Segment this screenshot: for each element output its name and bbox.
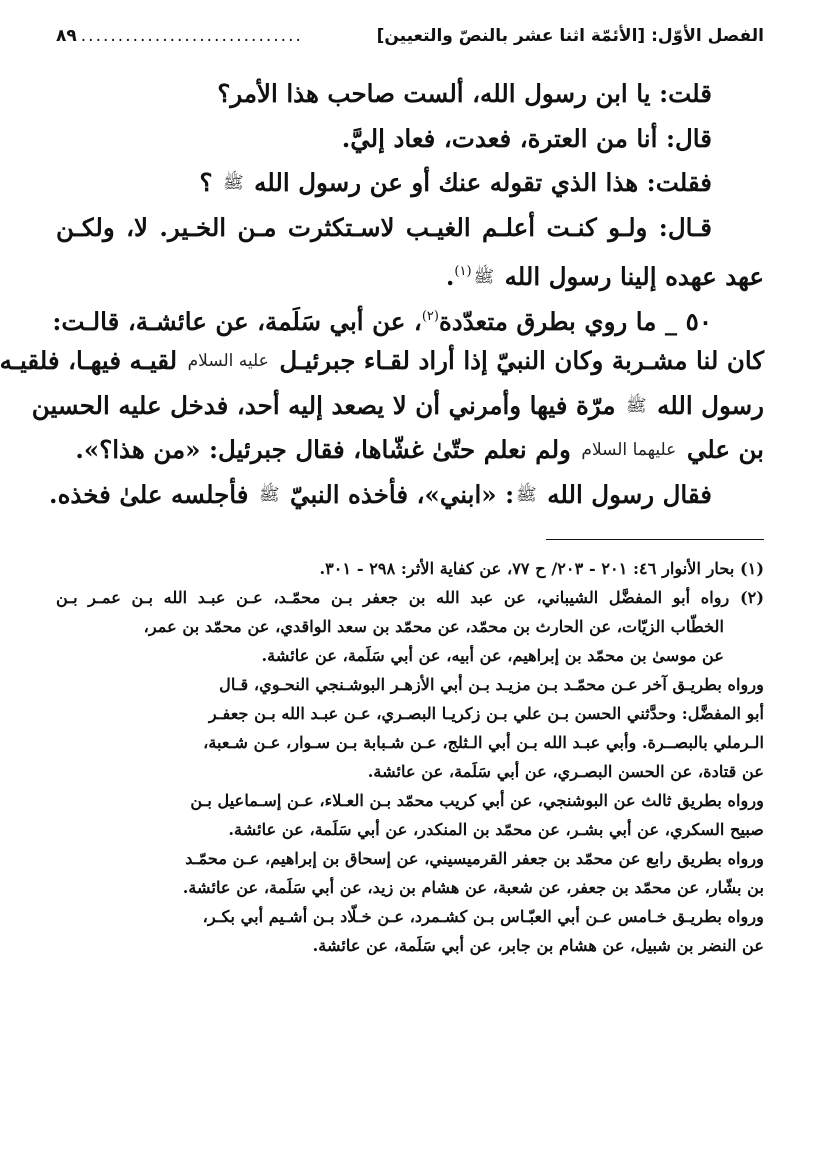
footnote-ref: (١) [454,264,472,279]
body-text: : «ابني»، فأخذه النبيّ [290,479,515,509]
jibril-honorific-icon: عليه السلام [187,351,269,371]
prophet-honorific-icon: ﷺ [626,395,647,416]
footnote-line: (١) بحار الأنوار ٤٦: ٢٠١ - ٢٠٣/ ح ٧٧، عن كفاية الأثر: ٢٩٨ - ٣٠١. [319,559,764,578]
body-text: ٥٠ _ ما روي بطرق متعدّدة [438,306,712,336]
body-text: رسول الله [657,390,764,420]
body-line [56,428,764,473]
body-text: قلت: يا ابن رسول الله، ألست صاحب هذا الأمر؟ [217,79,712,108]
body-text: ؟ [199,168,213,197]
body-text: قال: أنا من العترة، فعدت، فعاد إليَّ. [341,123,712,153]
prophet-honorific-icon: ﷺ [516,484,537,505]
chapter-title: الفصل الأوّل: [الأئمّة اثنا عشر بالنصّ والتعيين] [376,26,764,46]
footnote-line: ورواه بطريـق خـامس عـن أبي العبّـاس بـن كشـمرد، عـن خـلّاد بـن أشـيم أبي بكـر، [202,907,764,926]
body-text: . [445,262,455,291]
header-dot-leader: .............................. [80,26,303,46]
body-line [56,161,764,206]
body-text: فأجلسه علىٰ فخذه. [49,479,249,509]
body-text: قـال: ولـو كنـت أعلـم الغيـب لاسـتكثرت مـن الخـير. لا، ولكـن [56,212,712,242]
body-text: كان لنا مشـربة وكان النبيّ إذا أراد لقـاء جبرئيـل [279,346,764,375]
footnote-line: عن قتادة، عن الحسن البصـري، عن أبي سَلَمة، عن عائشة. [367,762,764,781]
footnote-line: ورواه بطريـق آخر عـن محمّـد بـن مزيـد بـن أبي الأزهـر البوشـنجي النحـوي، قـال [219,675,764,694]
body-text: فقال رسول الله [547,479,712,509]
body-text: مرّة فيها وأمرني أن لا يصعد إليه أحد، فدخل عليه الحسين [31,390,616,420]
body-text: بن علي [686,435,764,464]
page-number: ٨٩ [56,26,77,46]
footnote-line: ورواه بطريق رابع عن محمّد بن جعفر القرميسيني، عن إسحاق بن إبراهيم، عـن محمّـد [185,849,764,868]
body-line [31,384,764,429]
footnote-separator [546,539,764,540]
body-line [49,473,764,518]
body-text: ولم نعلم حتّىٰ غشّاها، فقال جبرئيل: «من هذا؟». [75,435,571,464]
body-line [56,250,764,295]
body-line [56,72,764,117]
footnote-line: عن النضر بن شبيل، عن هشام بن جابر، عن أبي سَلَمة، عن عائشة. [312,936,764,955]
footnote-ref: (٢) [421,308,439,324]
prophet-honorific-icon: ﷺ [473,267,495,287]
footnote-line: صبيح السكري، عن أبي بشـر، عن محمّد بن المنكدر، عن أبي سَلَمة، عن عائشة. [228,820,764,839]
body-text: ، عن أبي سَلَمة، عن عائشـة، قالـت: [52,306,422,336]
prophet-honorific-icon: ﷺ [258,484,280,505]
footnote-line: (٢) رواه أبو المفضَّل الشيباني، عن عبد الله بن جعفر بـن محمّـد، عـن عبـد الله بـن عمـر بـن [56,588,764,607]
body-line [56,117,764,162]
footnote-line: عن موسىٰ بن محمّد بن إبراهيم، عن أبيه، عن أبي سَلَمة، عن عائشة. [261,646,724,665]
footnotes [56,554,764,960]
body-line [56,206,764,251]
prophet-honorific-icon: ﷺ [223,173,244,193]
body-line [0,339,764,384]
book-page [0,26,764,1136]
body-line [52,295,764,340]
footnote-line: الخطّاب الزيّات، عن الحارث بن محمّد، عن محمّد بن سعد الواقدي، عن محمّد بن عمر، [143,617,724,636]
footnote-line: أبو المفضَّل: وحدَّثني الحسن بـن علي بـن زكريـا البصـري، عـن عبـد الله بـن جعفـر [208,704,764,723]
footnote-line: الـرملي بالبصــرة. وأبي عبـد الله بـن أبي الـثلج، عـن شـبابة بـن سـوار، عـن شـعبة، [203,733,764,752]
body-text: فقلت: هذا الذي تقوله عنك أو عن رسول الله [254,168,712,197]
body-text: لقيـه فيهـا، فلقيـه [0,346,178,375]
body-text: عهد عهده إلينا رسول الله [504,262,764,291]
main-text [0,72,764,517]
running-header [56,26,764,66]
footnote-line: ورواه بطريق ثالث عن البوشنجي، عن أبي كريب محمّد بـن العـلاء، عـن إسـماعيل بـن [190,791,764,810]
hasan-husayn-honorific-icon: عليهما السلام [581,440,677,460]
footnote-line: بن بشّار، عن محمّد بن جعفر، عن شعبة، عن هشام بن زيد، عن أبي سَلَمة، عن عائشة. [182,878,764,897]
